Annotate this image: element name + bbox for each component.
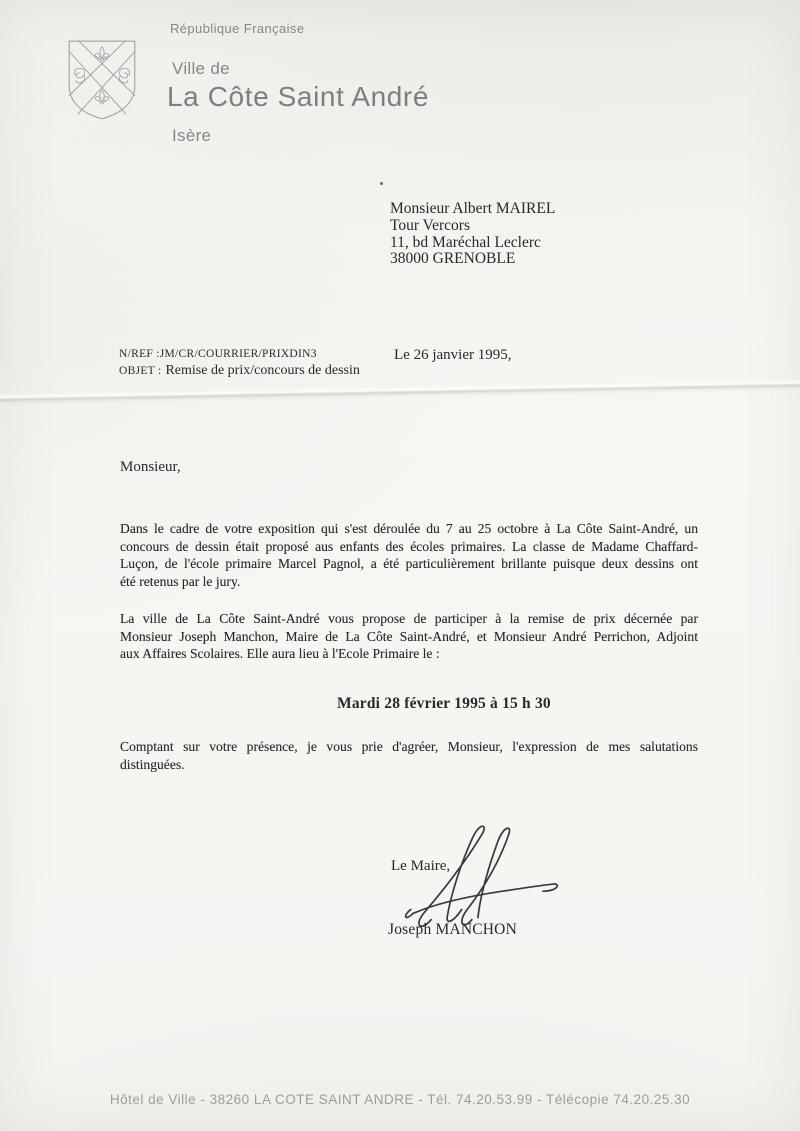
coat-of-arms-icon <box>62 37 142 122</box>
reference-block <box>119 348 360 379</box>
paragraph-line: concours de dessin était proposé aus enfants des écoles primaires. La classe de Madame Chaffard- <box>120 538 698 554</box>
paragraph-line: Luçon, de l'école primaire Marcel Pagnol, a été particulièrement brillante puisque deux dessins ont <box>120 556 698 572</box>
subject-value: Remise de prix/concours de dessin <box>165 363 360 378</box>
signer-title: Le Maire, <box>391 858 451 874</box>
letterhead-city-name: La Côte Saint André <box>167 81 430 112</box>
body-paragraph-1 <box>120 520 698 590</box>
reference-number: N/REF :JM/CR/COURRIER/PRIXDIN3 <box>119 348 317 360</box>
salutation: Monsieur, <box>120 459 181 475</box>
paper-fold-crease <box>0 378 800 405</box>
paragraph-line: aux Affaires Scolaires. Elle aura lieu à l'Ecole Primaire le : <box>120 646 440 662</box>
paragraph-line: La ville de La Côte Saint-André vous propose de participer à la remise de prix décernée par <box>120 611 698 626</box>
event-datetime: Mardi 28 février 1995 à 15 h 30 <box>337 695 551 712</box>
body-paragraph-2 <box>120 610 698 663</box>
closing-paragraph <box>120 738 698 773</box>
subject-line <box>119 361 360 379</box>
ink-dot-artifact <box>380 182 383 185</box>
letterhead-department: Isère <box>172 126 212 145</box>
recipient-building: Tour Vercors <box>390 216 470 234</box>
recipient-address-block <box>390 201 555 268</box>
recipient-name: Monsieur Albert MAIREL <box>390 200 556 217</box>
signer-name: Joseph MANCHON <box>388 921 517 938</box>
paragraph-line: Monsieur Joseph Manchon, Maire de La Côte Saint-André, et Monsieur André Perrichon, Adjoint <box>120 628 698 644</box>
paragraph-line: distinguées. <box>120 756 185 772</box>
letterhead-republic: République Française <box>170 21 305 36</box>
paragraph-line: Comptant sur votre présence, je vous prie d'agréer, Monsieur, l'expression de mes salutations <box>120 739 698 754</box>
letterhead-city-prefix: Ville de <box>172 59 230 78</box>
subject-label: OBJET : <box>119 365 162 377</box>
paragraph-line: été retenus par le jury. <box>120 573 241 589</box>
recipient-street: 11, bd Maréchal Leclerc <box>390 233 541 251</box>
paragraph-line: Dans le cadre de votre exposition qui s'est déroulée du 7 au 25 octobre à La Côte Saint-André, un <box>120 521 698 536</box>
letter-date: Le 26 janvier 1995, <box>394 347 512 363</box>
footer-contact-line: Hôtel de Ville - 38260 LA COTE SAINT ANDRE - Tél. 74.20.53.99 - Télécopie 74.20.25.30 <box>109 1092 691 1107</box>
recipient-city: 38000 GRENOBLE <box>390 250 516 268</box>
